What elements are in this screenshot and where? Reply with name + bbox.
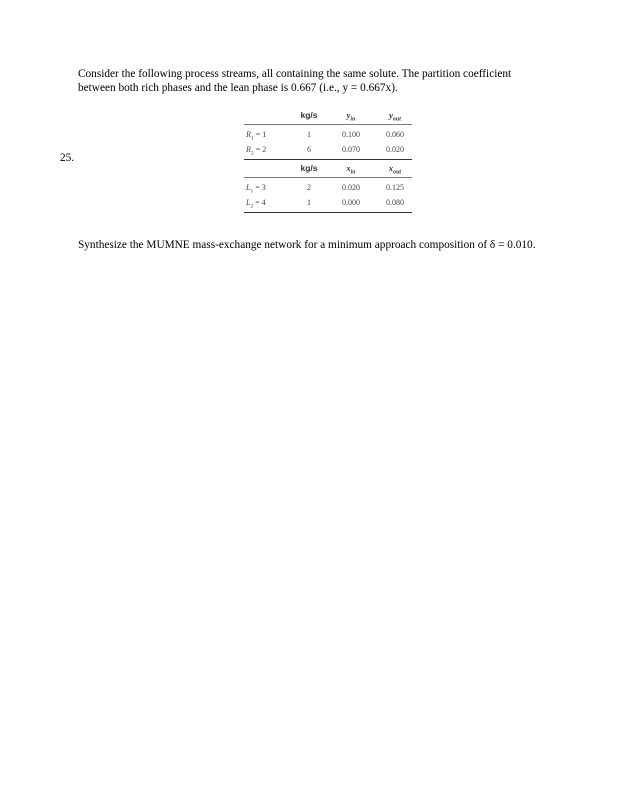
lean-flow-header: kg/s bbox=[300, 163, 318, 173]
stream-label: $L_1 = 3$ bbox=[246, 183, 266, 195]
table-row bbox=[244, 182, 412, 197]
in-cell: 0.000 bbox=[342, 198, 360, 207]
flow-cell: 1 bbox=[307, 130, 311, 139]
x-out-header: $x_{out}$ bbox=[388, 163, 402, 176]
rich-flow-header: kg/s bbox=[300, 110, 318, 120]
intro-line-2: between both rich phases and the lean phase is 0.667 (i.e., y = 0.667x). bbox=[78, 82, 398, 94]
in-cell: 0.100 bbox=[342, 130, 360, 139]
table-row bbox=[244, 197, 412, 212]
flow-cell: 2 bbox=[307, 183, 311, 192]
stream-label: $L_2 = 4$ bbox=[246, 198, 266, 210]
synthesis-statement: Synthesize the MUMNE mass-exchange network for a minimum approach composition of δ = 0.010. bbox=[78, 239, 536, 251]
problem-statement bbox=[78, 67, 568, 95]
out-cell: 0.020 bbox=[386, 145, 404, 154]
stream-label: $R_2 = 2$ bbox=[246, 145, 267, 157]
stream-label: $R_1 = 1$ bbox=[246, 130, 267, 142]
rich-header-rule bbox=[244, 124, 412, 125]
lean-header-row bbox=[244, 160, 412, 177]
stream-table bbox=[244, 107, 412, 213]
table-row bbox=[244, 129, 412, 144]
flow-cell: 6 bbox=[307, 145, 311, 154]
bottom-rule bbox=[244, 212, 412, 213]
in-cell: 0.020 bbox=[342, 183, 360, 192]
in-cell: 0.070 bbox=[342, 145, 360, 154]
x-in-header: $x_{in}$ bbox=[346, 163, 356, 176]
lean-header-rule bbox=[244, 177, 412, 178]
out-cell: 0.125 bbox=[386, 183, 404, 192]
out-cell: 0.060 bbox=[386, 130, 404, 139]
y-out-header: $y_{out}$ bbox=[389, 110, 401, 123]
table-row bbox=[244, 144, 412, 159]
out-cell: 0.080 bbox=[386, 198, 404, 207]
intro-line-1: Consider the following process streams, all containing the same solute. The partition coefficient bbox=[78, 68, 512, 80]
rich-header-row bbox=[244, 107, 412, 124]
question-number: 25. bbox=[60, 152, 75, 164]
y-in-header: $y_{in}$ bbox=[346, 110, 356, 123]
flow-cell: 1 bbox=[307, 198, 311, 207]
